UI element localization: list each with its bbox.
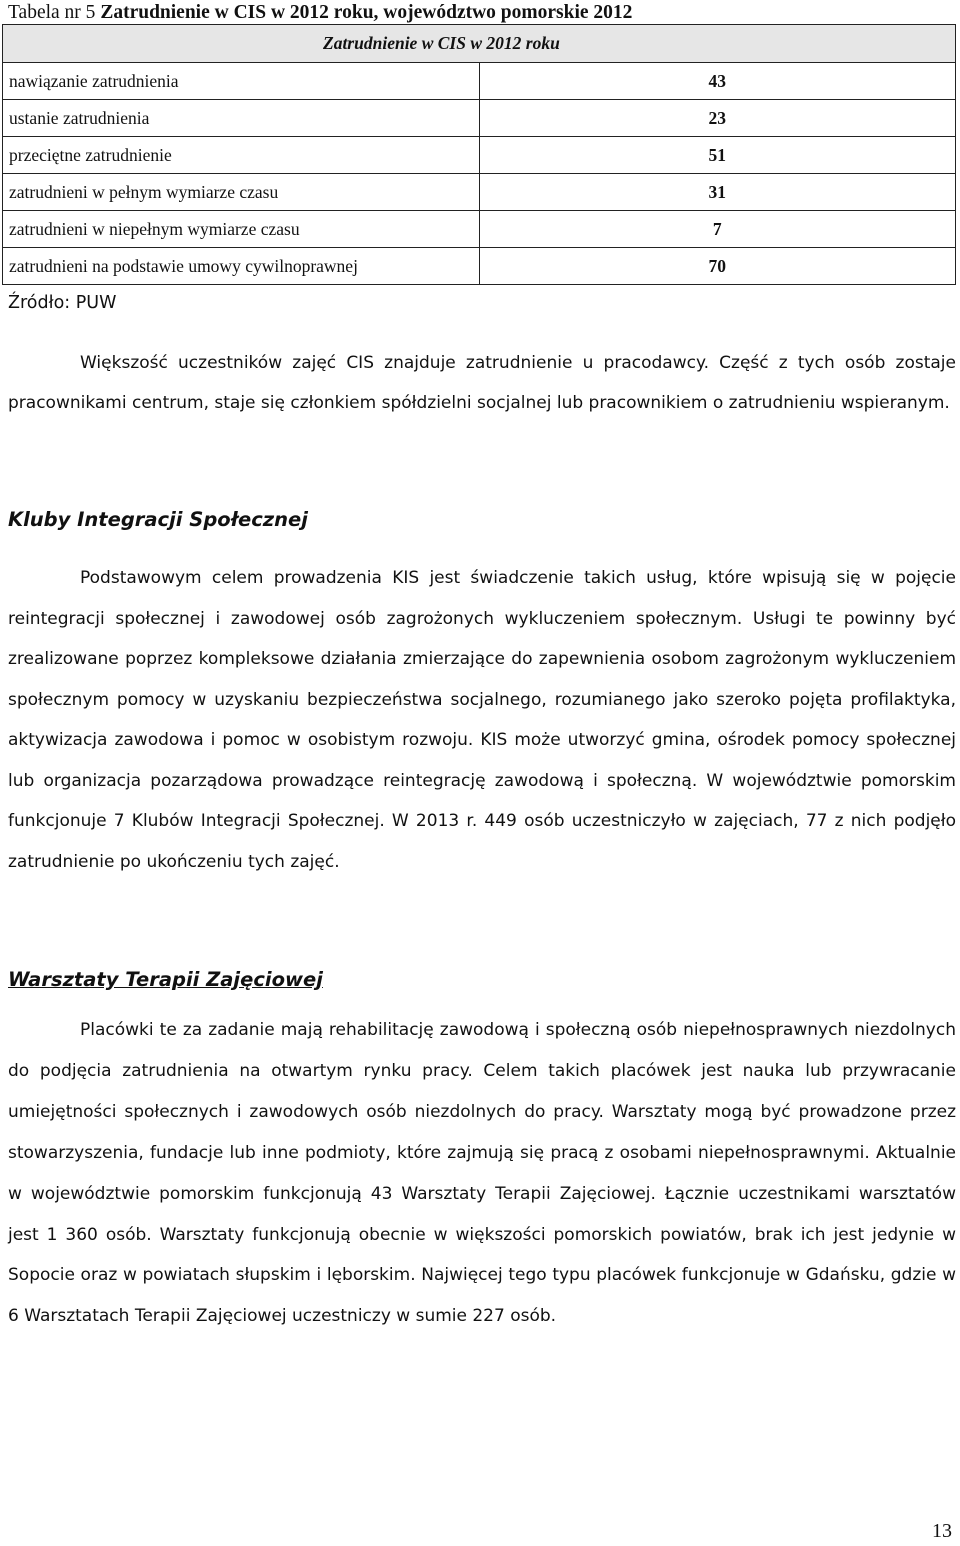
table-row-label: zatrudnieni w pełnym wymiarze czasu: [3, 174, 480, 211]
table-row: [3, 137, 956, 174]
table-row-label: zatrudnieni na podstawie umowy cywilnoprawnej: [3, 248, 480, 285]
table-row: [3, 63, 956, 100]
table-row-value: 31: [479, 174, 956, 211]
table-row: [3, 174, 956, 211]
table-row-label: przeciętne zatrudnienie: [3, 137, 480, 174]
table-row: [3, 100, 956, 137]
table-caption-prefix: Tabela nr 5: [8, 2, 96, 23]
table-caption: [8, 2, 958, 24]
table-row: [3, 211, 956, 248]
table-row: [3, 248, 956, 285]
table-row-label: ustanie zatrudnienia: [3, 100, 480, 137]
table-header-row: [3, 25, 956, 63]
table-source: Źródło: PUW: [8, 293, 117, 313]
section-heading-kis: Kluby Integracji Społecznej: [8, 508, 308, 531]
table-header-cell: Zatrudnienie w CIS w 2012 roku: [3, 25, 956, 63]
table-row-label: nawiązanie zatrudnienia: [3, 63, 480, 100]
table-row-value: 23: [479, 100, 956, 137]
table-row-value: 70: [479, 248, 956, 285]
table-row-label: zatrudnieni w niepełnym wymiarze czasu: [3, 211, 480, 248]
table-row-value: 43: [479, 63, 956, 100]
employment-table: [2, 24, 956, 285]
paragraph-kis: Podstawowym celem prowadzenia KIS jest świadczenie takich usług, które wpisują się w pojęcie reintegracji społecznej i zawodowej osób zagrożonych wykluczeniem społecznym. Usługi te powinny być zrealizowane poprzez kompleksowe działania zmierzające do zapewnienia osobom zagrożonym wykluczeniem społecznym pomocy w uzyskaniu bezpieczeństwa socjalnego, rozumianego jako szeroko pojęta profilaktyka, aktywizacja zawodowa i pomoc w osobistym rozwoju. KIS może utworzyć gmina, ośrodek pomocy społecznej lub organizacja pozarządowa prowadzące reintegrację zawodową i społeczną. W województwie pomorskim funkcjonuje 7 Klubów Integracji Społecznej. W 2013 r. 449 osób uczestniczyło w zajęciach, 77 z nich podjęło zatrudnienie po ukończeniu tych zajęć.: [8, 568, 956, 872]
section-heading-wtz: Warsztaty Terapii Zajęciowej: [8, 968, 323, 991]
paragraph-wtz: Placówki te za zadanie mają rehabilitację zawodową i społeczną osób niepełnosprawnych niezdolnych do podjęcia zatrudnienia na otwartym rynku pracy. Celem takich placówek jest nauka lub przywracanie umiejętności społecznych i zawodowych osób niezdolnych do pracy. Warsztaty mogą być prowadzone przez stowarzyszenia, fundacje lub inne podmioty, które zajmują się pracą z osobami niepełnosprawnymi. Aktualnie w województwie pomorskim funkcjonują 43 Warsztaty Terapii Zajęciowej. Łącznie uczestnikami warsztatów jest 1 360 osób. Warsztaty funkcjonują obecnie w większości pomorskich powiatów, brak ich jest jedynie w Sopocie oraz w powiatach słupskim i lęborskim. Najwięcej tego typu placówek funkcjonuje w Gdańsku, gdzie w 6 Warsztatach Terapii Zajęciowej uczestniczy w sumie 227 osób.: [8, 1020, 956, 1327]
table-row-value: 7: [479, 211, 956, 248]
page-number: 13: [932, 1520, 952, 1542]
table-caption-title: Zatrudnienie w CIS w 2012 roku, województwo pomorskie 2012: [100, 2, 633, 23]
table-row-value: 51: [479, 137, 956, 174]
paragraph-cis-employment: Większość uczestników zajęć CIS znajduje zatrudnienie u pracodawcy. Część z tych osób zostaje pracownikami centrum, staje się członkiem spółdzielni socjalnej lub pracownikiem o zatrudnieniu wspieranym.: [8, 353, 956, 413]
